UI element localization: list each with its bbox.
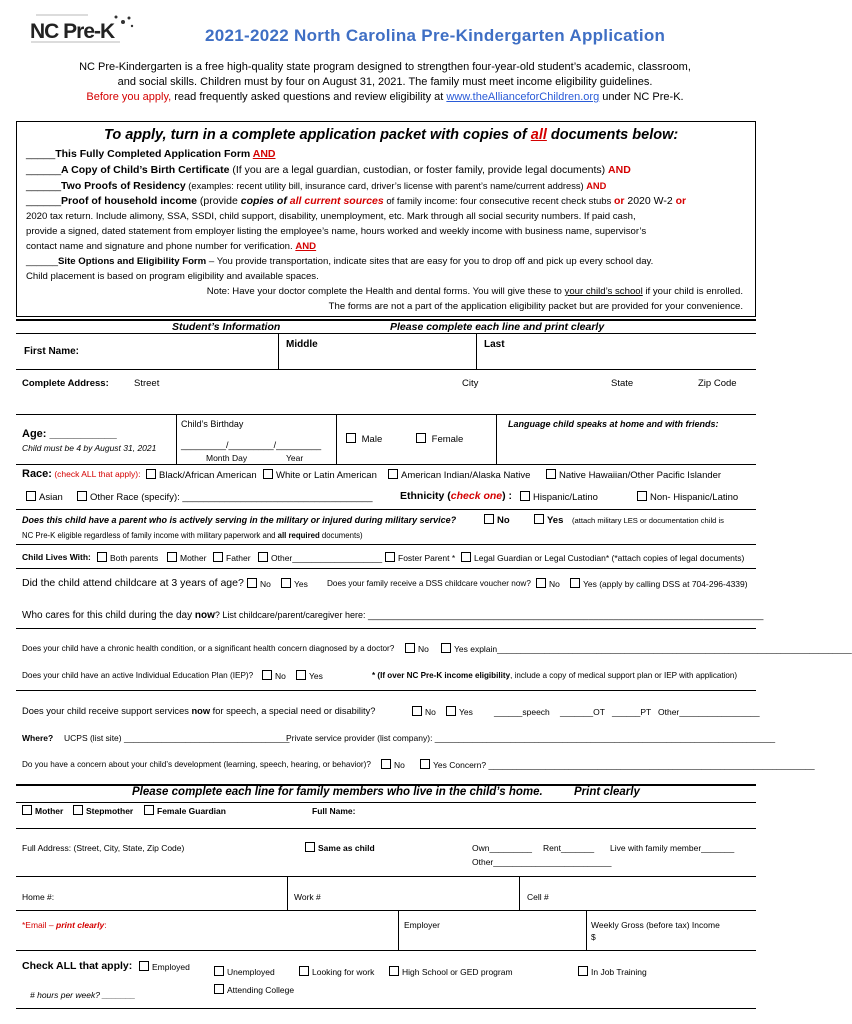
ethnicity-end: ) : (502, 490, 513, 502)
checkbox[interactable] (388, 469, 398, 479)
ethnicity-label (400, 490, 512, 502)
lives-with-label: Child Lives With: (22, 552, 91, 562)
childcare-question: Did the child attend childcare at 3 years of age? (22, 577, 244, 589)
dss-question: Does your family receive a DSS childcare voucher now? (327, 579, 531, 588)
support-no[interactable] (412, 706, 436, 717)
option-label: Yes (459, 707, 473, 717)
female-guardian-option[interactable] (144, 805, 226, 816)
checkbox[interactable] (520, 491, 530, 501)
highschool-option[interactable] (389, 966, 513, 977)
other-support-field[interactable]: Other_________________ (658, 707, 760, 717)
college-option[interactable] (214, 984, 294, 995)
rent-field[interactable]: Rent_______ (543, 843, 595, 853)
race-option-label: Native Hawaiian/Other Pacific Islander (559, 470, 722, 481)
ucps-site-field[interactable]: UCPS (list site) ___________________________________ (64, 733, 290, 743)
checkbox[interactable] (446, 706, 456, 716)
packet-item-application (26, 148, 276, 160)
iep-no[interactable] (262, 670, 286, 681)
note-b: all required (277, 531, 320, 540)
intro-line-2: and social skills. Children must by four on August 31, 2021. The family must meet income eligibility guidelines. (117, 76, 653, 88)
checkbox[interactable] (258, 552, 268, 562)
dss-no[interactable] (536, 578, 560, 589)
middle-name-label: Middle (286, 339, 318, 350)
option-label: Female Guardian (157, 806, 226, 816)
iep-question: Does your child have an active Individual Education Plan (IEP)? (22, 671, 254, 680)
military-question: Does this child have a parent who is actively serving in the military or injured during military service? (22, 515, 457, 525)
note-b: , include a copy of medical support plan or IEP with application) (510, 671, 738, 680)
checkbox[interactable] (213, 552, 223, 562)
male-checkbox[interactable] (346, 433, 356, 443)
blank-line: _____ (26, 148, 56, 160)
checkbox[interactable] (146, 469, 156, 479)
check-all-label: Check ALL that apply: (22, 960, 133, 972)
intro-mid-text: read frequently asked questions and review eligibility at (171, 91, 447, 103)
concern-question: Do you have a concern about your child’s development (learning, speech, hearing, or behavior)? (22, 760, 371, 769)
checkbox[interactable] (578, 966, 588, 976)
checkbox[interactable] (536, 578, 546, 588)
checkbox[interactable] (22, 805, 32, 815)
checkbox[interactable] (389, 966, 399, 976)
unemployed-option[interactable] (214, 966, 275, 977)
ethnicity-check-one: check one (450, 490, 503, 502)
note-c: if your child is enrolled. (642, 286, 743, 297)
work-phone-label: Work # (294, 892, 321, 902)
nc-prek-logo (28, 12, 136, 50)
race-option-black[interactable] (146, 469, 257, 481)
email-label (22, 920, 107, 930)
checkbox[interactable] (441, 643, 451, 653)
female-checkbox[interactable] (416, 433, 426, 443)
female-option[interactable] (416, 433, 463, 445)
same-as-child-option[interactable] (305, 842, 375, 853)
stepmother-option[interactable] (73, 805, 133, 816)
checkbox[interactable] (167, 552, 177, 562)
option-label: Unemployed (227, 967, 275, 977)
option-label: Yes (apply by calling DSS at 704-296-4339) (583, 579, 748, 589)
option-label: Yes explain___________________________________________________________________________ (454, 644, 852, 654)
packet-heading-a: To apply, turn in a complete application packet with copies of (104, 127, 531, 143)
email-b: print clearly (56, 920, 105, 930)
item-note: (If you are a legal guardian, custodian, or foster family, provide legal documents) (229, 164, 609, 176)
weekly-gross-field[interactable]: $ (591, 932, 596, 942)
option-label: No (549, 579, 560, 589)
option-label: Yes (547, 515, 564, 526)
question-now: now (191, 706, 211, 716)
option-label: Stepmother (86, 806, 134, 816)
city-label: City (462, 378, 479, 389)
middle-name-field[interactable] (282, 352, 472, 366)
email-field[interactable] (22, 932, 392, 946)
checkbox[interactable] (77, 491, 87, 501)
email-a: *Email – (22, 920, 57, 930)
item-note: (provide (196, 195, 241, 207)
race-option-asian[interactable] (26, 491, 63, 503)
packet-item-income (26, 195, 686, 207)
or-label-2: or (675, 195, 687, 207)
male-option[interactable] (346, 433, 382, 445)
military-no[interactable] (484, 514, 510, 526)
and-label: AND (608, 164, 631, 176)
full-address-label: Full Address: (Street, City, State, Zip Code) (22, 843, 185, 853)
intro-end-text: under NC Pre-K. (599, 91, 684, 103)
packet-site-line-2: Child placement is based on program eligibility and available spaces. (26, 271, 319, 282)
intro-line-3 (0, 91, 770, 103)
full-name-field[interactable] (356, 806, 750, 820)
childcare-no[interactable] (247, 578, 271, 589)
and-label: AND (252, 148, 276, 160)
lives-other[interactable] (258, 552, 382, 563)
military-attach-note: (attach military LES or documentation child is (572, 516, 724, 525)
employer-field[interactable] (404, 932, 582, 946)
checkbox[interactable] (262, 670, 272, 680)
option-label: Mother (180, 553, 207, 563)
race-option-american-indian[interactable] (388, 469, 530, 481)
option-label: Other___________________ (271, 553, 383, 563)
ot-field[interactable]: _______OT (560, 707, 605, 717)
packet-item-birth-certificate (26, 164, 631, 176)
option-label: No (418, 644, 429, 654)
packet-heading (104, 127, 678, 143)
ethnicity-a: Ethnicity ( (400, 490, 451, 502)
birthday-label: Child’s Birthday (181, 419, 244, 429)
lives-legal-guardian[interactable] (461, 552, 744, 563)
race-option-white[interactable] (263, 469, 377, 481)
non-hispanic-option[interactable] (637, 491, 738, 503)
race-label: Race: (22, 468, 52, 480)
concern-no[interactable] (381, 759, 405, 770)
lives-mother[interactable] (167, 552, 206, 563)
checkbox[interactable] (305, 842, 315, 852)
blank-line: ______ (26, 164, 62, 176)
blank-line: ______ (26, 180, 62, 192)
item-label: Two Proofs of Residency (61, 180, 186, 192)
checkbox[interactable] (637, 491, 647, 501)
who-cares-question[interactable] (22, 610, 763, 621)
checkbox[interactable] (247, 578, 257, 588)
checkbox[interactable] (263, 469, 273, 479)
weekly-gross-label: Weekly Gross (before tax) Income (591, 920, 720, 930)
race-row (22, 468, 140, 480)
blank-line: ______ (26, 195, 62, 207)
note-a: NC Pre-K eligible regardless of family income with military paperwork and (22, 531, 278, 540)
dss-yes[interactable] (570, 578, 748, 589)
private-provider-field[interactable]: Private service provider (list company): ________________________________________________________________________ (286, 733, 776, 743)
or-label: or (613, 195, 625, 207)
checkbox[interactable] (484, 514, 494, 524)
address-label: Complete Address: (22, 378, 109, 389)
item-note: (examples: recent utility bill, insurance card, driver’s license with parent’s name/current address) (185, 181, 587, 191)
work-phone-field[interactable] (326, 888, 514, 904)
zip-label: Zip Code (698, 378, 737, 389)
item-label: Site Options and Eligibility Form (58, 256, 207, 267)
and-label: AND (586, 181, 607, 191)
cell-phone-field[interactable] (556, 888, 750, 904)
note-a: * (If over NC Pre-K income eligibility (372, 671, 511, 680)
lives-father[interactable] (213, 552, 251, 563)
where-label: Where? (22, 733, 54, 743)
option-label: Same as child (318, 843, 375, 853)
packet-item-residency (26, 180, 606, 192)
page-title: 2021-2022 North Carolina Pre-Kindergarten Application (205, 26, 666, 45)
other-housing-field[interactable]: Other_________________________ (472, 857, 612, 867)
mother-option[interactable] (22, 805, 63, 816)
checkbox[interactable] (420, 759, 430, 769)
checkbox[interactable] (139, 961, 149, 971)
female-label: Female (431, 434, 464, 445)
option-label: Yes (309, 671, 323, 681)
hours-per-week-field[interactable]: # hours per week? _______ (30, 990, 136, 1000)
checkbox[interactable] (385, 552, 395, 562)
packet-heading-b: documents below: (546, 127, 679, 143)
age-note: Child must be 4 by August 31, 2021 (22, 443, 157, 453)
note-c: documents) (319, 531, 363, 540)
alliance-link[interactable]: www.theAllianceforChildren.org (446, 91, 600, 103)
option-label: Hispanic/Latino (533, 492, 598, 503)
question-a: Does your child receive support services (22, 706, 192, 716)
family-print-clearly: Print clearly (574, 786, 640, 798)
address-field[interactable] (22, 392, 750, 410)
support-question (22, 706, 375, 716)
checkbox[interactable] (546, 469, 556, 479)
packet-note-2: The forms are not a part of the application eligibility packet but are provided for your convenience. (328, 301, 743, 312)
race-option-label: Black/African American (159, 470, 257, 481)
item-label: A Copy of Child’s Birth Certificate (61, 164, 230, 176)
race-option-label: Asian (39, 492, 63, 503)
home-phone-field[interactable] (66, 888, 281, 904)
svg-text:NC Pre-K: NC Pre-K (30, 20, 115, 43)
checkbox[interactable] (214, 984, 224, 994)
item-label: Proof of household income (61, 195, 197, 207)
note-b: your child’s school (564, 286, 643, 297)
checkbox[interactable] (26, 491, 36, 501)
and-label: AND (295, 241, 317, 252)
health-yes[interactable] (441, 643, 852, 654)
item-note-d: of family income: four consecutive recent check stubs (383, 196, 614, 207)
option-label: In Job Training (591, 967, 647, 977)
packet-note-1 (207, 286, 743, 297)
last-name-field[interactable] (480, 352, 750, 366)
packet-income-line-2: 2020 tax return. Include alimony, SSA, SSDI, child support, disability, unemployment, etc. Mark through all social security numbers. If paid cash, (26, 211, 636, 222)
checkbox[interactable] (73, 805, 83, 815)
state-label: State (611, 378, 634, 389)
intro-line-1: NC Pre-Kindergarten is a free high-quality state program designed to strengthen four-year-old student’s academic, classroom, (79, 61, 691, 73)
option-label: No (425, 707, 436, 717)
option-label: No (260, 579, 271, 589)
family-header: Please complete each line for family members who live in the child’s home. (132, 786, 543, 798)
lives-foster[interactable] (385, 552, 455, 563)
race-option-other[interactable] (77, 491, 373, 503)
checkbox[interactable] (570, 578, 580, 588)
first-name-field[interactable] (30, 357, 275, 367)
age-label[interactable]: Age: ___________ (22, 428, 117, 440)
packet-income-line-4 (26, 241, 316, 252)
checkbox[interactable] (461, 552, 471, 562)
lives-both-parents[interactable] (97, 552, 158, 563)
employed-option[interactable] (139, 961, 190, 972)
cell-phone-label: Cell # (527, 892, 549, 902)
note-a: Note: Have your doctor complete the Health and dental forms. You will give these to (206, 286, 565, 297)
year-label: Year (286, 453, 304, 463)
packet-item-site-options (26, 256, 653, 267)
pt-field[interactable]: ______PT (612, 707, 652, 717)
item-line: contact name and signature and phone number for verification. (26, 241, 296, 252)
hispanic-option[interactable] (520, 491, 598, 503)
option-label: Both parents (110, 553, 159, 563)
question-b: for speech, a special need or disability? (210, 706, 376, 716)
military-yes[interactable] (534, 514, 563, 526)
email-c: : (104, 920, 107, 930)
option-label: Mother (35, 806, 64, 816)
option-label: Father (226, 553, 251, 563)
option-label: No (497, 515, 510, 526)
live-family-field[interactable]: Live with family member_______ (610, 843, 735, 853)
military-note (22, 531, 363, 540)
race-option-label: Other Race (specify): ____________________________________ (90, 492, 373, 503)
option-label: No (275, 671, 286, 681)
option-label: Looking for work (312, 967, 375, 977)
packet-income-line-3: provide a signed, dated statement from employer listing the employee’s name, hours worked and weekly income with business name, supervisor’s (26, 226, 647, 237)
print-clearly-header: Please complete each line and print clearly (390, 321, 605, 333)
option-label: Yes Concern? _____________________________________________________________________ (433, 760, 815, 770)
option-label: Attending College (227, 985, 295, 995)
option-label: Foster Parent * (398, 553, 456, 563)
health-no[interactable] (405, 643, 429, 654)
checkbox[interactable] (296, 670, 306, 680)
option-label: Employed (152, 962, 190, 972)
race-option-hawaiian[interactable] (546, 469, 721, 481)
option-label: High School or GED program (402, 967, 513, 977)
checkbox[interactable] (381, 759, 391, 769)
option-label: Yes (294, 579, 308, 589)
male-label: Male (361, 434, 383, 445)
job-training-option[interactable] (578, 966, 647, 977)
item-label: This Fully Completed Application Form (55, 148, 253, 160)
looking-for-work-option[interactable] (299, 966, 374, 977)
home-phone-label: Home #: (22, 892, 55, 902)
question-b: ? List childcare/parent/caregiver here: _______________________________________________________________________________ (214, 610, 764, 620)
race-option-label: White or Latin American (276, 470, 377, 481)
full-name-label: Full Name: (312, 806, 356, 816)
race-option-label: American Indian/Alaska Native (401, 470, 531, 481)
iep-note (372, 671, 737, 680)
packet-heading-all: all (530, 127, 547, 143)
before-apply-text: Before you apply, (86, 91, 172, 103)
street-label: Street (134, 378, 160, 389)
blank-line: ______ (26, 256, 59, 267)
checkbox[interactable] (534, 514, 544, 524)
first-name-label: First Name: (24, 346, 80, 357)
speech-field[interactable]: ______speech (494, 707, 550, 717)
item-note-e: 2020 W-2 (624, 195, 676, 207)
employer-label: Employer (404, 920, 440, 930)
language-label: Language child speaks at home and with friends: (508, 419, 719, 429)
own-field[interactable]: Own_________ (472, 843, 533, 853)
option-label: Non- Hispanic/Latino (650, 492, 739, 503)
checkbox[interactable] (281, 578, 291, 588)
question-now: now (194, 610, 215, 621)
checkbox[interactable] (214, 966, 224, 976)
question-a: Who cares for this child during the day (22, 610, 195, 621)
item-note: – You provide transportation, indicate sites that are easy for you to drop off and pick up every school day. (206, 256, 654, 267)
support-yes[interactable] (446, 706, 473, 717)
childcare-yes[interactable] (281, 578, 308, 589)
health-question: Does your child have a chronic health condition, or a significant health concern diagnosed by a doctor? (22, 644, 395, 653)
month-day-label: Month Day (206, 453, 248, 463)
student-info-header: Student’s Information (172, 321, 281, 333)
language-field[interactable] (500, 434, 750, 459)
option-label: Legal Guardian or Legal Custodian* (*attach copies of legal documents) (474, 553, 745, 563)
birthday-field[interactable]: _________/_________/_________ (181, 440, 322, 450)
checkbox[interactable] (144, 805, 154, 815)
option-label: No (394, 760, 405, 770)
checkbox[interactable] (405, 643, 415, 653)
checkbox[interactable] (412, 706, 422, 716)
item-note-c: all current sources (289, 195, 384, 207)
checkbox[interactable] (299, 966, 309, 976)
checkbox[interactable] (97, 552, 107, 562)
item-note-b: copies of (240, 195, 290, 207)
iep-yes[interactable] (296, 670, 323, 681)
race-note: (check ALL that apply): (51, 469, 141, 479)
concern-yes[interactable] (420, 759, 815, 770)
last-name-label: Last (484, 339, 505, 350)
